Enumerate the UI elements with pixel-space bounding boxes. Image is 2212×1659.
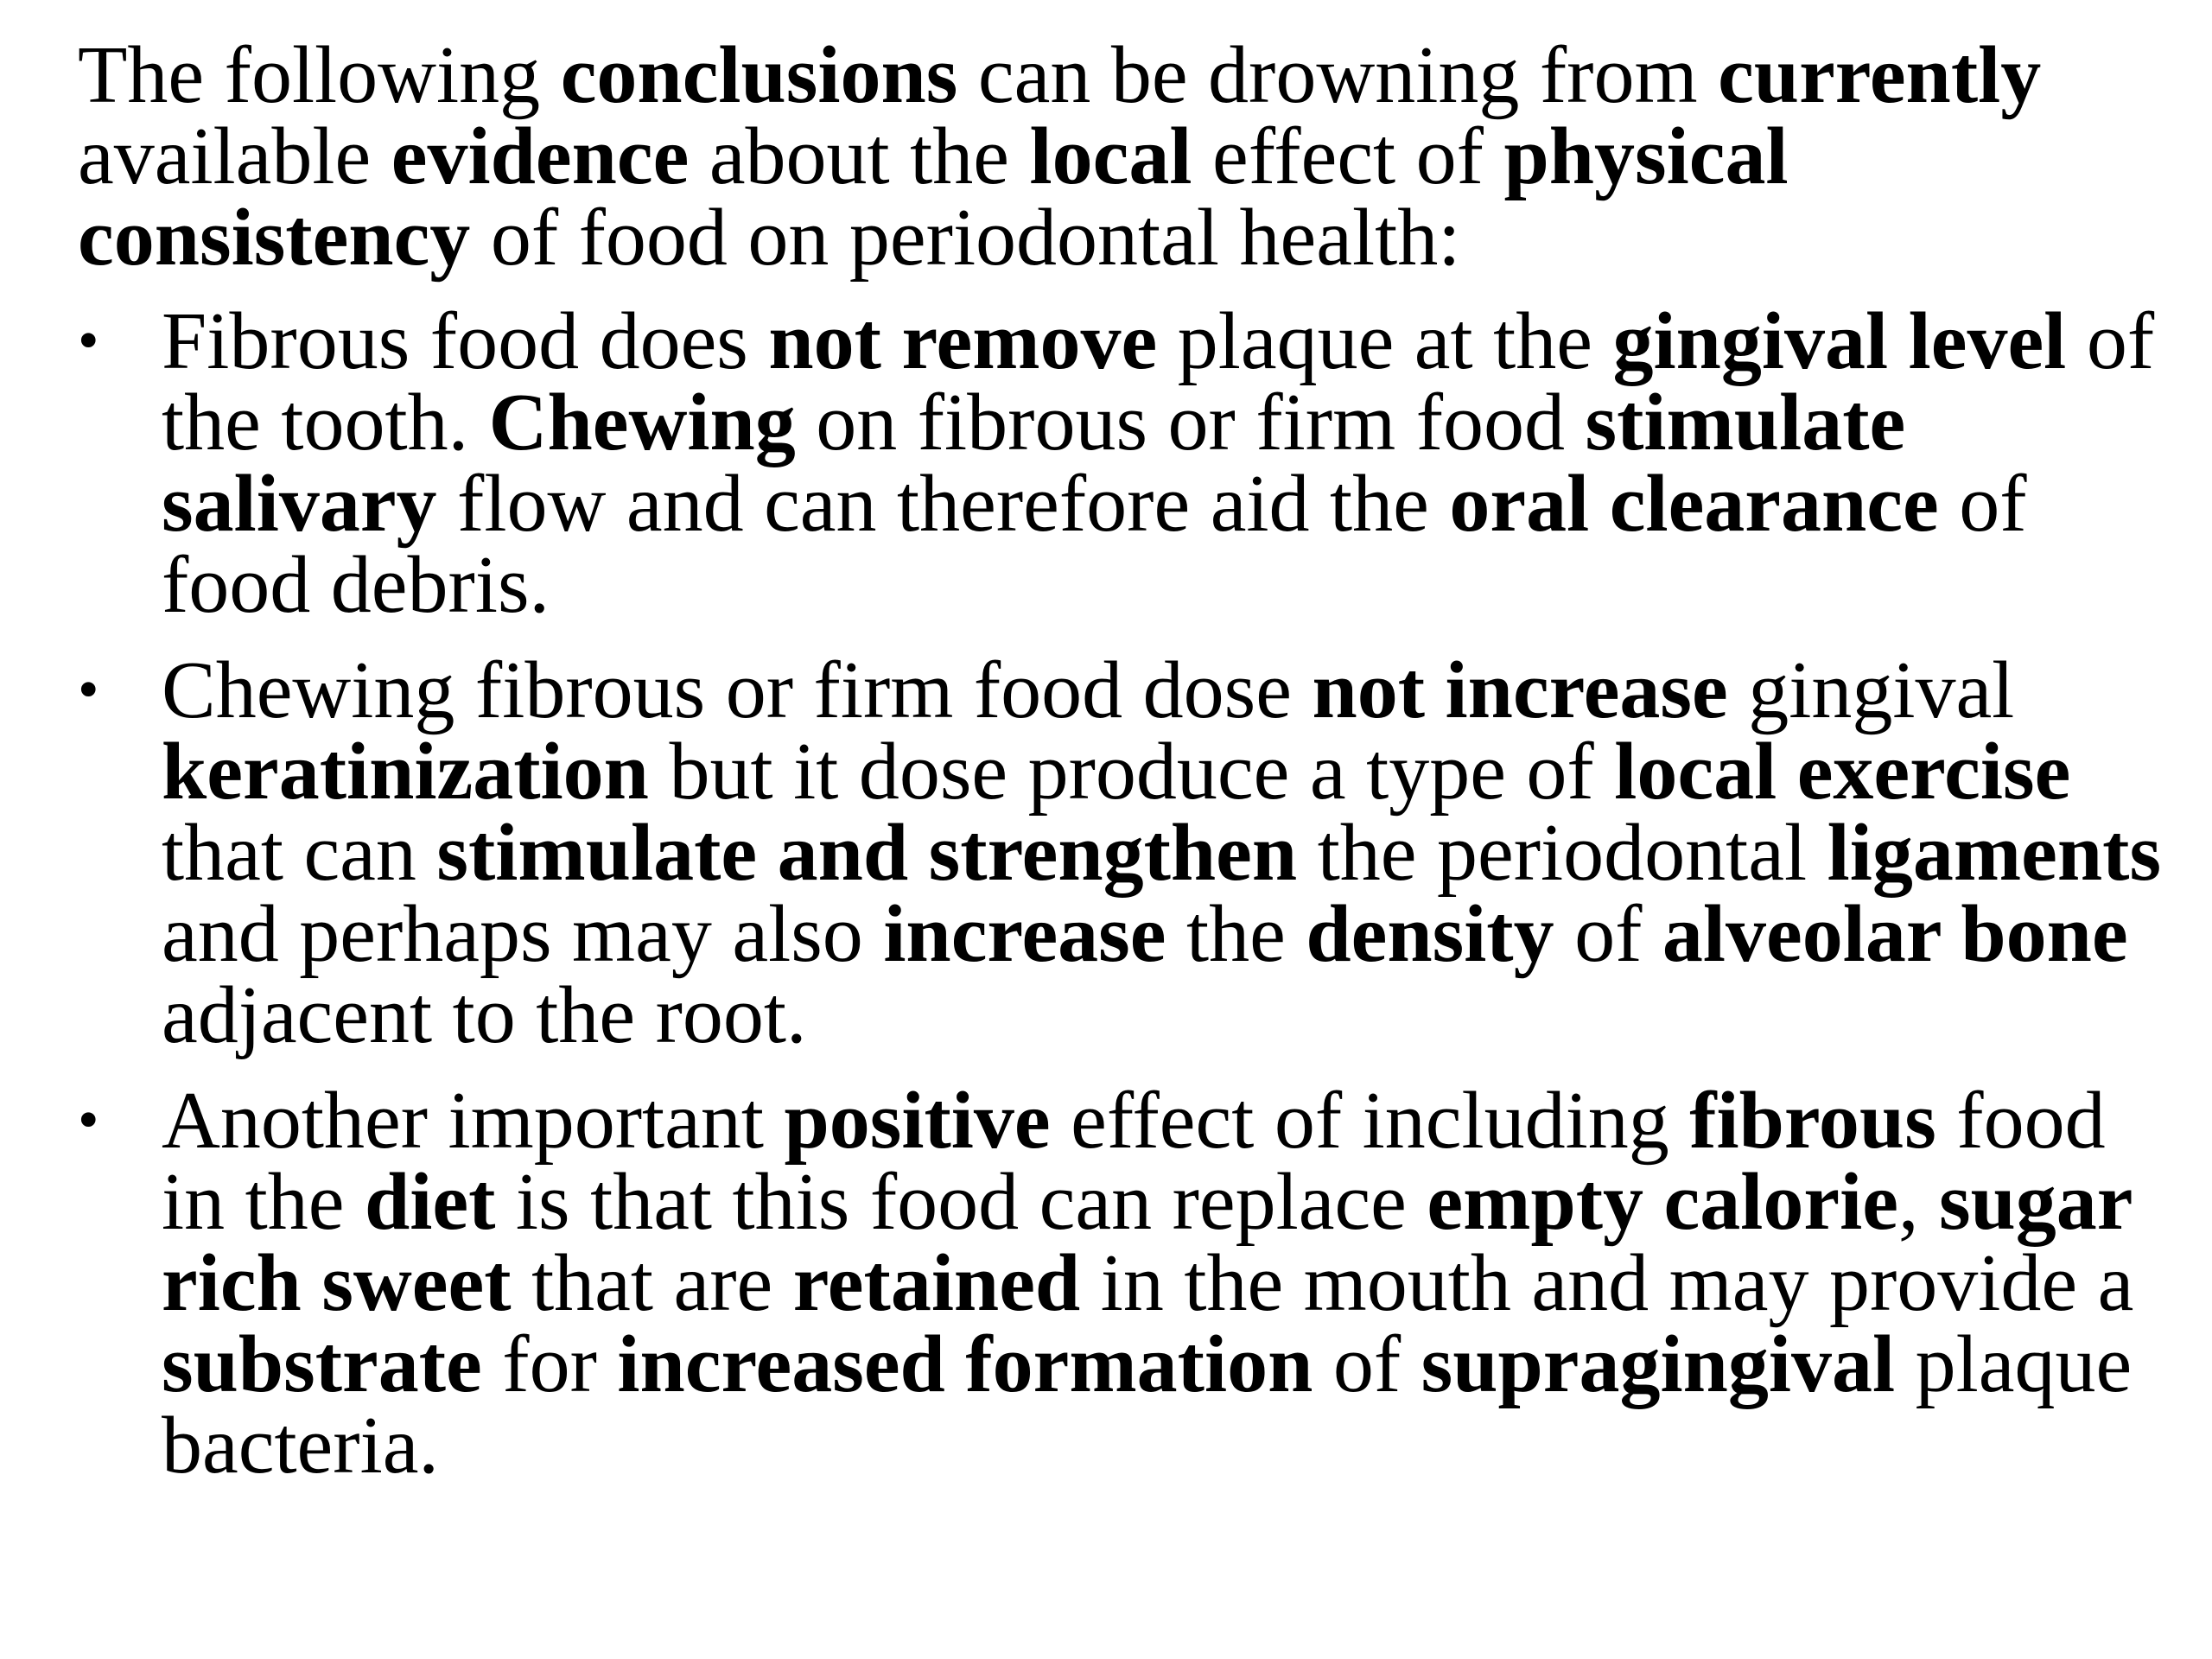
body-text: plaque at the [1157, 296, 1613, 386]
body-text: plaque bacteria. [162, 1319, 2133, 1491]
body-text: the [1166, 889, 1306, 979]
body-text: for [481, 1319, 618, 1409]
bullet-text [162, 1076, 2133, 1491]
body-text: that can [162, 808, 437, 898]
body-text: effect of including [1050, 1076, 1690, 1166]
bold-text: retained [792, 1238, 1081, 1328]
body-text: on fibrous or firm food [795, 378, 1586, 467]
bold-text: ligaments [1827, 808, 2162, 898]
bullet-marker: • [78, 308, 99, 374]
body-text: available [78, 111, 391, 201]
bold-text: physical consistency [78, 111, 1789, 283]
bold-text: not remove [768, 296, 1158, 386]
bold-text: diet [364, 1157, 496, 1247]
body-text: Another important [162, 1076, 785, 1166]
body-text: but it dose produce a type of [648, 727, 1615, 817]
bold-text: increased formation [617, 1319, 1313, 1409]
bold-text: stimulate salivary [162, 378, 1906, 549]
bullet-list [78, 296, 2169, 1491]
bold-text: local exercise [1614, 727, 2071, 817]
body-text: adjacent to the root. [162, 970, 807, 1060]
bold-text: local [1029, 111, 1192, 201]
bold-text: not increase [1312, 645, 1728, 735]
bold-text: increase [883, 889, 1166, 979]
body-text: Fibrous food does [162, 296, 769, 386]
body-text: about the [689, 111, 1030, 201]
bold-text: oral clearance [1449, 459, 1939, 549]
bold-text: alveolar bone [1662, 889, 2128, 979]
bullet-marker: • [78, 1087, 99, 1154]
body-text: The following [78, 30, 561, 120]
body-text: that are [511, 1238, 793, 1328]
bold-text: evidence [391, 111, 690, 201]
body-text: flow and can therefore aid the [436, 459, 1450, 549]
body-text: and perhaps may also [162, 889, 884, 979]
bold-text: gingival level [1612, 296, 2067, 386]
body-text: of the tooth. [162, 296, 2155, 467]
body-text: food in the [162, 1076, 2106, 1247]
bold-text: empty calorie [1427, 1157, 1898, 1247]
body-text: gingival [1727, 645, 2015, 735]
body-text: of food on periodontal health: [470, 193, 1461, 283]
bullet-item [78, 645, 2169, 1060]
bold-text: conclusions [560, 30, 958, 120]
bold-text: density [1306, 889, 1554, 979]
body-text: effect of [1192, 111, 1504, 201]
bullet-text [162, 296, 2154, 630]
body-text: of food debris. [162, 459, 2027, 630]
bold-text: currently [1718, 30, 2042, 120]
bold-text: sugar rich sweet [162, 1157, 2132, 1328]
body-text: Chewing fibrous or firm food dose [162, 645, 1313, 735]
bullet-item [78, 1076, 2169, 1491]
body-text: can be drowning from [957, 30, 1719, 120]
intro-paragraph [78, 30, 2169, 283]
body-text: of [1554, 889, 1662, 979]
bold-text: Chewing [488, 378, 796, 467]
bold-text: fibrous [1689, 1076, 1936, 1166]
bullet-text [162, 645, 2161, 1060]
bold-text: substrate [162, 1319, 482, 1409]
bold-text: positive [784, 1076, 1051, 1166]
body-text: is that this food can replace [495, 1157, 1427, 1247]
bullet-item [78, 296, 2169, 630]
bold-text: keratinization [162, 727, 649, 817]
body-text: of [1313, 1319, 1421, 1409]
bullet-marker: • [78, 657, 99, 723]
bold-text: supragingival [1421, 1319, 1896, 1409]
body-text: the periodontal [1297, 808, 1827, 898]
body-text: , [1897, 1157, 1939, 1247]
slide-body [78, 30, 2169, 1510]
bold-text: stimulate and strengthen [436, 808, 1298, 898]
body-text: in the mouth and may provide a [1080, 1238, 2134, 1328]
